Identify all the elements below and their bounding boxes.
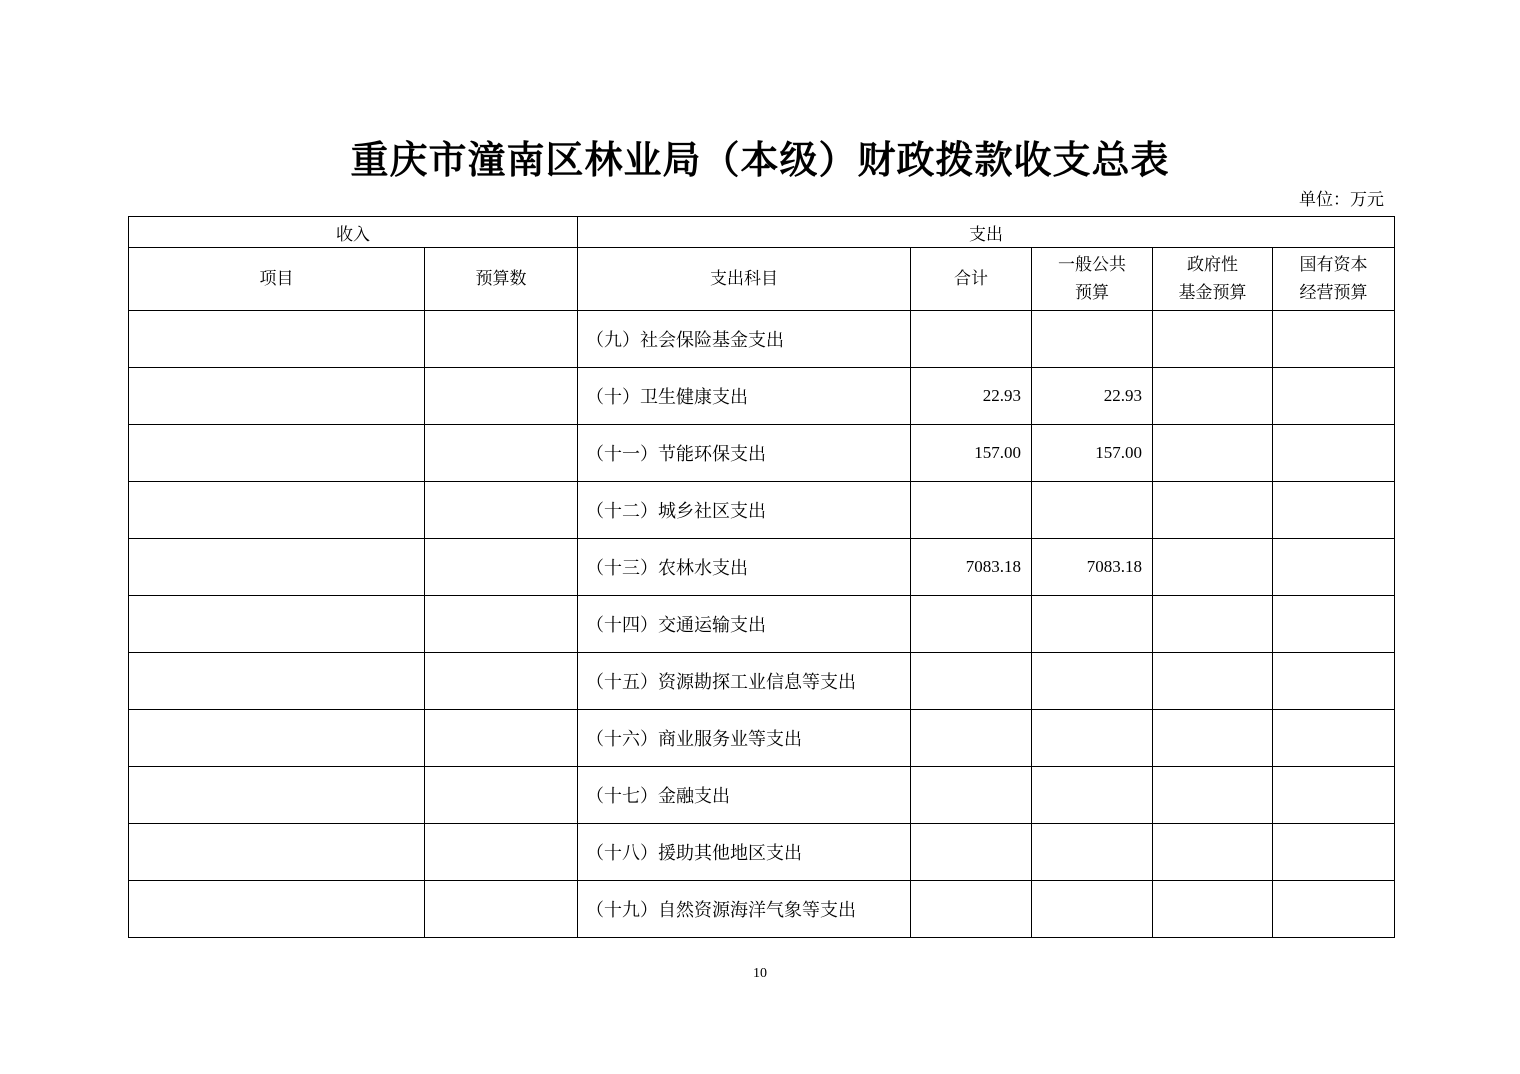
income-amount-cell [425,539,578,596]
total-cell [911,482,1032,539]
income-item-cell [129,596,425,653]
income-item-cell [129,653,425,710]
general-public-cell: 157.00 [1032,425,1153,482]
general-public-cell [1032,767,1153,824]
total-cell: 7083.18 [911,539,1032,596]
income-amount-cell [425,710,578,767]
total-cell: 157.00 [911,425,1032,482]
expense-header: 支出 [578,217,1395,248]
general-public-cell [1032,482,1153,539]
expense-subject-cell: （十九）自然资源海洋气象等支出 [578,881,911,938]
total-cell [911,596,1032,653]
expense-subject-cell: （十）卫生健康支出 [578,368,911,425]
state-capital-cell [1273,824,1395,881]
total-cell: 22.93 [911,368,1032,425]
expense-subject-cell: （十七）金融支出 [578,767,911,824]
general-public-header [1032,248,1153,311]
table-row [129,881,1395,938]
table-row [129,710,1395,767]
gov-fund-cell [1153,425,1273,482]
unit-label: 单位：万元 [1299,190,1384,210]
state-capital-cell [1273,539,1395,596]
total-cell [911,767,1032,824]
general-public-cell: 7083.18 [1032,539,1153,596]
total-cell [911,881,1032,938]
income-item-cell [129,881,425,938]
state-capital-cell [1273,710,1395,767]
table-row [129,539,1395,596]
table-row [129,311,1395,368]
expense-subject-cell: （十三）农林水支出 [578,539,911,596]
item-header: 项目 [129,248,425,311]
total-cell [911,653,1032,710]
gov-fund-cell [1153,710,1273,767]
income-item-cell [129,767,425,824]
gov-fund-cell [1153,368,1273,425]
income-amount-cell [425,482,578,539]
state-capital-cell [1273,653,1395,710]
page-title: 重庆市潼南区林业局（本级）财政拨款收支总表 [350,137,1170,182]
income-amount-cell [425,767,578,824]
table-row [129,368,1395,425]
gov-fund-header-line1: 政府性 [1187,255,1238,275]
income-item-cell [129,824,425,881]
general-public-header-line1: 一般公共 [1058,255,1126,275]
state-capital-cell [1273,881,1395,938]
state-capital-cell [1273,482,1395,539]
table-row [129,596,1395,653]
income-amount-cell [425,824,578,881]
gov-fund-cell [1153,539,1273,596]
table-body [129,311,1395,938]
income-item-cell [129,311,425,368]
gov-fund-header-line2: 基金预算 [1178,283,1247,303]
table-row [129,482,1395,539]
general-public-cell: 22.93 [1032,368,1153,425]
total-header: 合计 [911,248,1032,311]
gov-fund-cell [1153,482,1273,539]
table-row [129,767,1395,824]
income-amount-cell [425,653,578,710]
state-capital-cell [1273,767,1395,824]
income-amount-cell [425,311,578,368]
table-row [129,425,1395,482]
total-cell [911,311,1032,368]
header-row-1 [129,217,1395,248]
page-number: 10 [753,966,767,981]
general-public-cell [1032,710,1153,767]
total-cell [911,824,1032,881]
general-public-cell [1032,881,1153,938]
general-public-cell [1032,824,1153,881]
expense-subject-cell: （十二）城乡社区支出 [578,482,911,539]
total-cell [911,710,1032,767]
gov-fund-cell [1153,596,1273,653]
expense-subject-cell: （九）社会保险基金支出 [578,311,911,368]
state-capital-cell [1273,368,1395,425]
expense-subject-cell: （十五）资源勘探工业信息等支出 [578,653,911,710]
gov-fund-cell [1153,881,1273,938]
expense-subject-cell: （十六）商业服务业等支出 [578,710,911,767]
income-amount-cell [425,881,578,938]
budget-table [128,216,1395,938]
gov-fund-cell [1153,824,1273,881]
state-capital-header-line2: 经营预算 [1299,283,1368,303]
income-item-cell [129,425,425,482]
income-amount-cell [425,368,578,425]
expense-subject-header: 支出科目 [578,248,911,311]
state-capital-header-line1: 国有资本 [1299,255,1368,275]
gov-fund-cell [1153,653,1273,710]
general-public-cell [1032,311,1153,368]
table-row [129,653,1395,710]
budget-amount-header: 预算数 [425,248,578,311]
state-capital-cell [1273,311,1395,368]
gov-fund-cell [1153,767,1273,824]
expense-subject-cell: （十一）节能环保支出 [578,425,911,482]
general-public-cell [1032,596,1153,653]
income-item-cell [129,368,425,425]
gov-fund-header [1153,248,1273,311]
state-capital-header [1273,248,1395,311]
state-capital-cell [1273,596,1395,653]
header-row-2 [129,248,1395,311]
income-amount-cell [425,596,578,653]
general-public-header-line2: 预算 [1075,283,1109,303]
income-item-cell [129,539,425,596]
income-amount-cell [425,425,578,482]
income-item-cell [129,482,425,539]
expense-subject-cell: （十八）援助其他地区支出 [578,824,911,881]
income-item-cell [129,710,425,767]
income-header: 收入 [129,217,578,248]
general-public-cell [1032,653,1153,710]
table-row [129,824,1395,881]
state-capital-cell [1273,425,1395,482]
gov-fund-cell [1153,311,1273,368]
expense-subject-cell: （十四）交通运输支出 [578,596,911,653]
